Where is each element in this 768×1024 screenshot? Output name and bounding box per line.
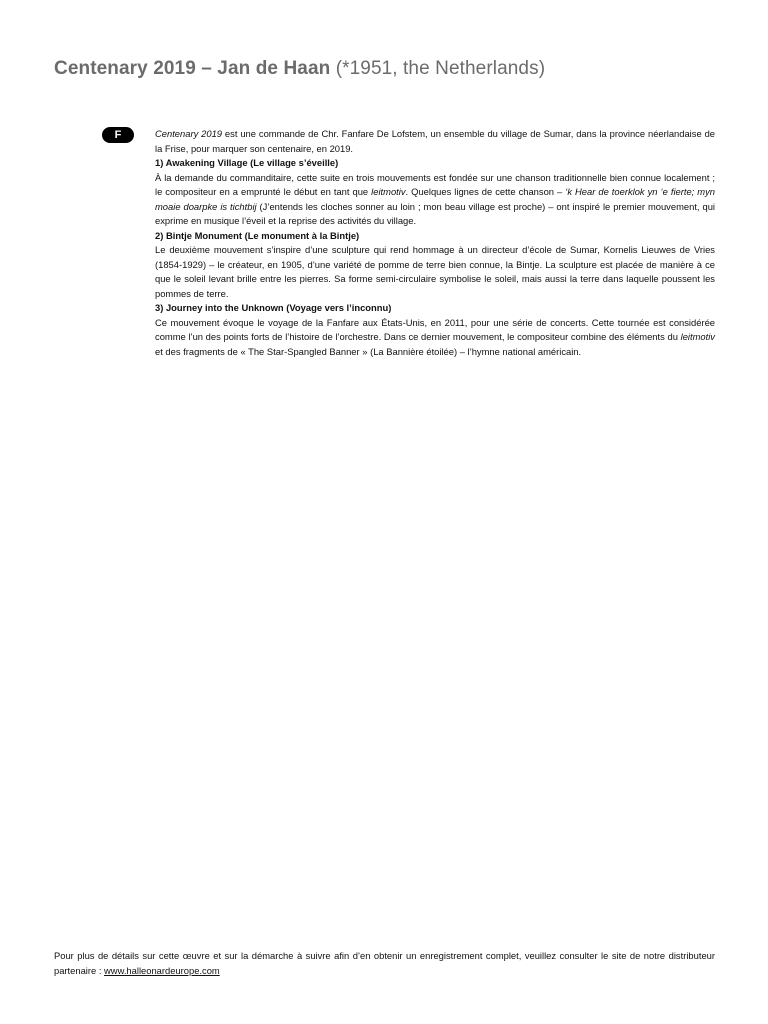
language-badge: F xyxy=(102,127,134,143)
work-title: Centenary 2019 xyxy=(155,128,223,139)
footer-text: Pour plus de détails sur cette œuvre et sur la démarche à suivre afin d’en obtenir un enregistrement complet, veuillez consulter le site de notre distributeur partenaire : xyxy=(54,950,715,976)
movement-3-text xyxy=(155,316,715,360)
intro-paragraph xyxy=(155,127,715,156)
page-title-main: Centenary 2019 – Jan de Haan xyxy=(54,58,331,79)
intro-text: est une commande de Chr. Fanfare De Lofstem, un ensemble du village de Sumar, dans la province néerlandaise de la Frise, pour marquer son centenaire, en 2019. xyxy=(155,128,715,154)
movement-1-text-c: (J’entends les cloches sonner au loin ; mon beau village est proche) – ont inspiré le premier mouvement, qui exprime en musique l’éveil et la reprise des activités du village. xyxy=(155,200,715,226)
movement-3-text-b: et des fragments de « The Star-Spangled Banner » (La Bannière étoilée) – l’hymne national américain. xyxy=(155,345,582,357)
movement-1-heading: 1) Awakening Village (Le village s’éveille) xyxy=(155,157,339,168)
distributor-link[interactable]: www.halleonardeurope.com xyxy=(104,964,220,976)
movement-1-song-lyrics: ‘k Hear de toerklok yn ‘e fierte; myn moaie doarpke is tichtbij xyxy=(155,186,715,212)
footer-note xyxy=(54,949,715,978)
movement-3-text-a: Ce mouvement évoque le voyage de la Fanfare aux États-Unis, en 2011, pour une série de concerts. Cette tournée est considérée comme l’un des points forts de l’histoire de l’orchestre. Dans ce dernier mouvement, le compositeur combine des éléments du xyxy=(155,316,715,342)
program-notes xyxy=(155,127,715,359)
movement-1-text-b: . Quelques lignes de cette chanson – xyxy=(405,186,566,197)
movement-2-heading: 2) Bintje Monument (Le monument à la Bintje) xyxy=(155,229,360,241)
movement-2-text: Le deuxième mouvement s’inspire d’une sculpture qui rend hommage à un directeur d’école de Sumar, Kornelis Lieuwes de Vries (1854-1929) – le créateur, en 1905, d’une variété de pomme de terre bien connue, la Bintje. La sculpture est placée de manière à ce que le soleil levant brille entre les pierres. Sa forme semi-circulaire symbolise le soleil, mais aussi la terre dans laquelle poussent les pommes de terre. xyxy=(155,244,715,299)
movement-1-italic-leitmotiv: leitmotiv xyxy=(371,186,406,197)
movement-3-heading: 3) Journey into the Unknown (Voyage vers l’inconnu) xyxy=(155,302,392,313)
movement-1-text xyxy=(155,171,715,229)
movement-3-italic-leitmotiv: leitmotiv xyxy=(680,331,715,342)
movement-1-text-a: À la demande du commanditaire, cette suite en trois mouvements est fondée sur une chanson traditionnelle bien connue localement ; le compositeur en a emprunté le début en tant que xyxy=(155,171,715,197)
page-title-subtitle: (*1951, the Netherlands) xyxy=(330,58,546,79)
page-title xyxy=(54,58,545,80)
